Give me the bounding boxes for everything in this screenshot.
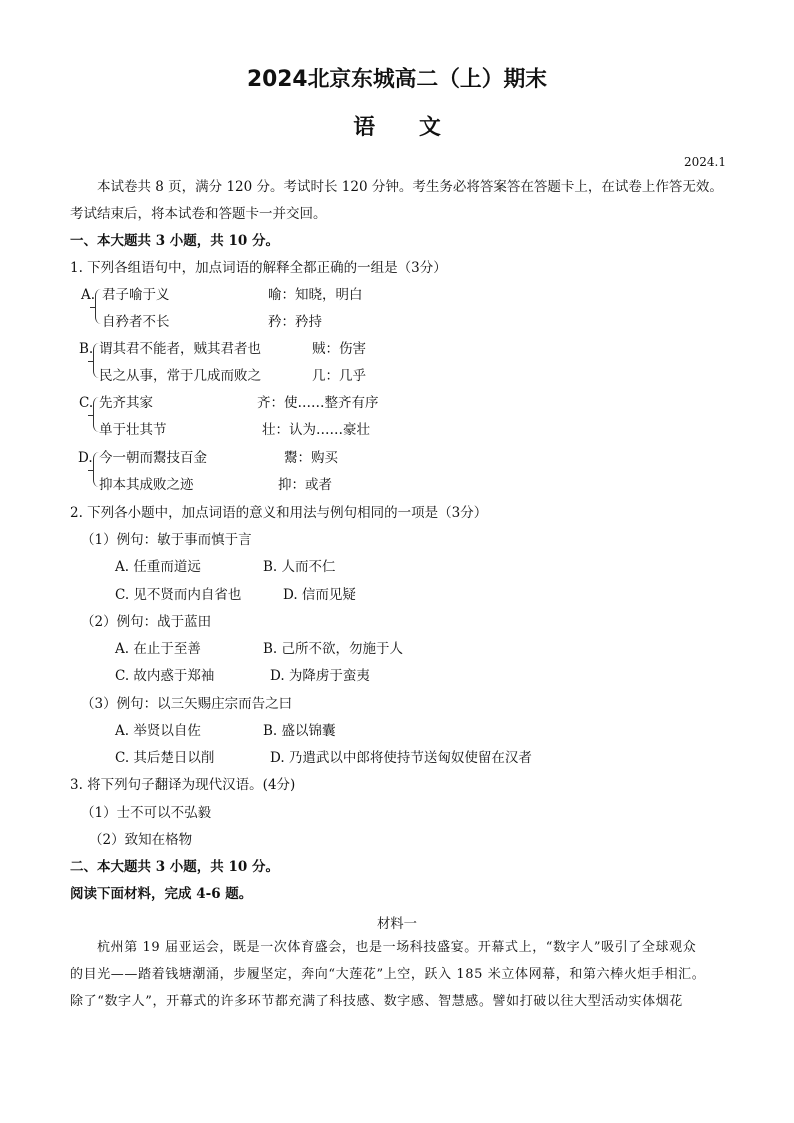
q2-part-2-option-c: C. 故内惑于郑袖	[115, 668, 215, 684]
q1-option-a-letter: A.	[81, 287, 96, 303]
exam-date: 2024.1	[684, 155, 726, 169]
q1-option-a-gloss-2: 矜：矜持	[268, 314, 322, 330]
q3-item-2: （2）致知在格物	[89, 832, 193, 848]
q2-part-1-option-b: B. 人而不仁	[263, 559, 336, 575]
section-2-instruction: 阅读下面材料，完成 4-6 题。	[70, 886, 253, 902]
q2-part-2-option-d: D. 为降虏于蛮夷	[270, 668, 370, 684]
material-1-line-1: 杭州第 19 届亚运会，既是一次体育盛会，也是一场科技盛宴。开幕式上，“数字人”吸引了全球观众	[97, 940, 697, 955]
q1-option-b-sentence-1: 谓其君不能者，贼其君者也	[99, 341, 261, 357]
q1-option-d-sentence-1: 今一朝而鬻技百金	[99, 450, 207, 466]
question-1-stem: 1. 下列各组语句中，加点词语的解释全都正确的一组是（3分）	[70, 260, 447, 276]
q2-part-1-option-c: C. 见不贤而内自省也	[115, 587, 242, 603]
q1-option-d-gloss-2: 抑：或者	[278, 477, 332, 493]
q1-option-c-gloss-1: 齐：使……整齐有序	[257, 395, 379, 411]
q1-option-b-sentence-2: 民之从事，常于几成而败之	[99, 368, 261, 384]
q3-item-1: （1）士不可以不弘毅	[81, 805, 212, 821]
q2-part-1-option-a: A. 任重而道远	[115, 559, 201, 575]
q1-option-c-letter: C.	[79, 395, 94, 411]
material-1-line-2: 的目光——踏着钱塘潮涌，步履坚定，奔向“大莲花”上空，跃入 185 米立体网幕，和第六棒火炬手相汇。	[70, 967, 706, 982]
q1-option-b-letter: B.	[79, 341, 94, 357]
section-2-heading: 二、本大题共 3 小题，共 10 分。	[70, 859, 279, 875]
question-2-stem: 2. 下列各小题中，加点词语的意义和用法与例句相同的一项是（3分）	[70, 505, 488, 521]
q2-part-3-option-c: C. 其后楚日以削	[115, 750, 215, 766]
q1-option-a-gloss-1: 喻：知晓，明白	[268, 287, 363, 303]
q2-part-2-option-b: B. 己所不欲，勿施于人	[263, 641, 404, 657]
q2-part-1-example: （1）例句：敏于事而慎于言	[81, 532, 252, 548]
q1-option-b-gloss-2: 几：几乎	[312, 368, 366, 384]
q2-part-1-option-d: D. 信而见疑	[283, 587, 356, 603]
q1-option-a-sentence-1: 君子喻于义	[102, 287, 170, 303]
intro-line-2: 考试结束后，将本试卷和答题卡一并交回。	[70, 206, 327, 222]
subject-title: 语文	[353, 115, 485, 140]
q1-option-d-letter: D.	[78, 450, 93, 466]
q1-option-c-sentence-1: 先齐其家	[99, 395, 153, 411]
q1-option-c-sentence-2: 单于壮其节	[99, 422, 167, 438]
q1-option-d-gloss-1: 鬻：购买	[284, 450, 338, 466]
q2-part-3-option-d: D. 乃遣武以中郎将使持节送匈奴使留在汉者	[270, 750, 532, 766]
material-1-line-3: 除了“数字人”，开幕式的许多环节都充满了科技感、数字感、智慧感。譬如打破以往大型活动实体烟花	[70, 994, 683, 1009]
question-3-stem: 3. 将下列句子翻译为现代汉语。(4分)	[70, 777, 296, 793]
material-1-title: 材料一	[376, 917, 418, 932]
q2-part-2-example: （2）例句：战于蓝田	[81, 614, 212, 630]
page-title: 2024北京东城高二（上）期末	[246, 67, 547, 92]
intro-line-1: 本试卷共 8 页，满分 120 分。考试时长 120 分钟。考生务必将答案答在答题卡上，在试卷上作答无效。	[97, 179, 723, 195]
q2-part-2-option-a: A. 在止于至善	[115, 641, 201, 657]
q1-option-a-sentence-2: 自矜者不长	[102, 314, 170, 330]
q1-option-c-gloss-2: 壮：认为……豪壮	[262, 422, 370, 438]
q1-option-d-sentence-2: 抑本其成败之迹	[99, 477, 194, 493]
q2-part-3-option-a: A. 举贤以自佐	[115, 723, 201, 739]
q1-option-b-gloss-1: 贼：伤害	[312, 341, 366, 357]
section-1-heading: 一、本大题共 3 小题，共 10 分。	[70, 233, 279, 249]
q2-part-3-option-b: B. 盛以锦囊	[263, 723, 336, 739]
q2-part-3-example: （3）例句：以三矢赐庄宗而告之曰	[81, 696, 293, 712]
